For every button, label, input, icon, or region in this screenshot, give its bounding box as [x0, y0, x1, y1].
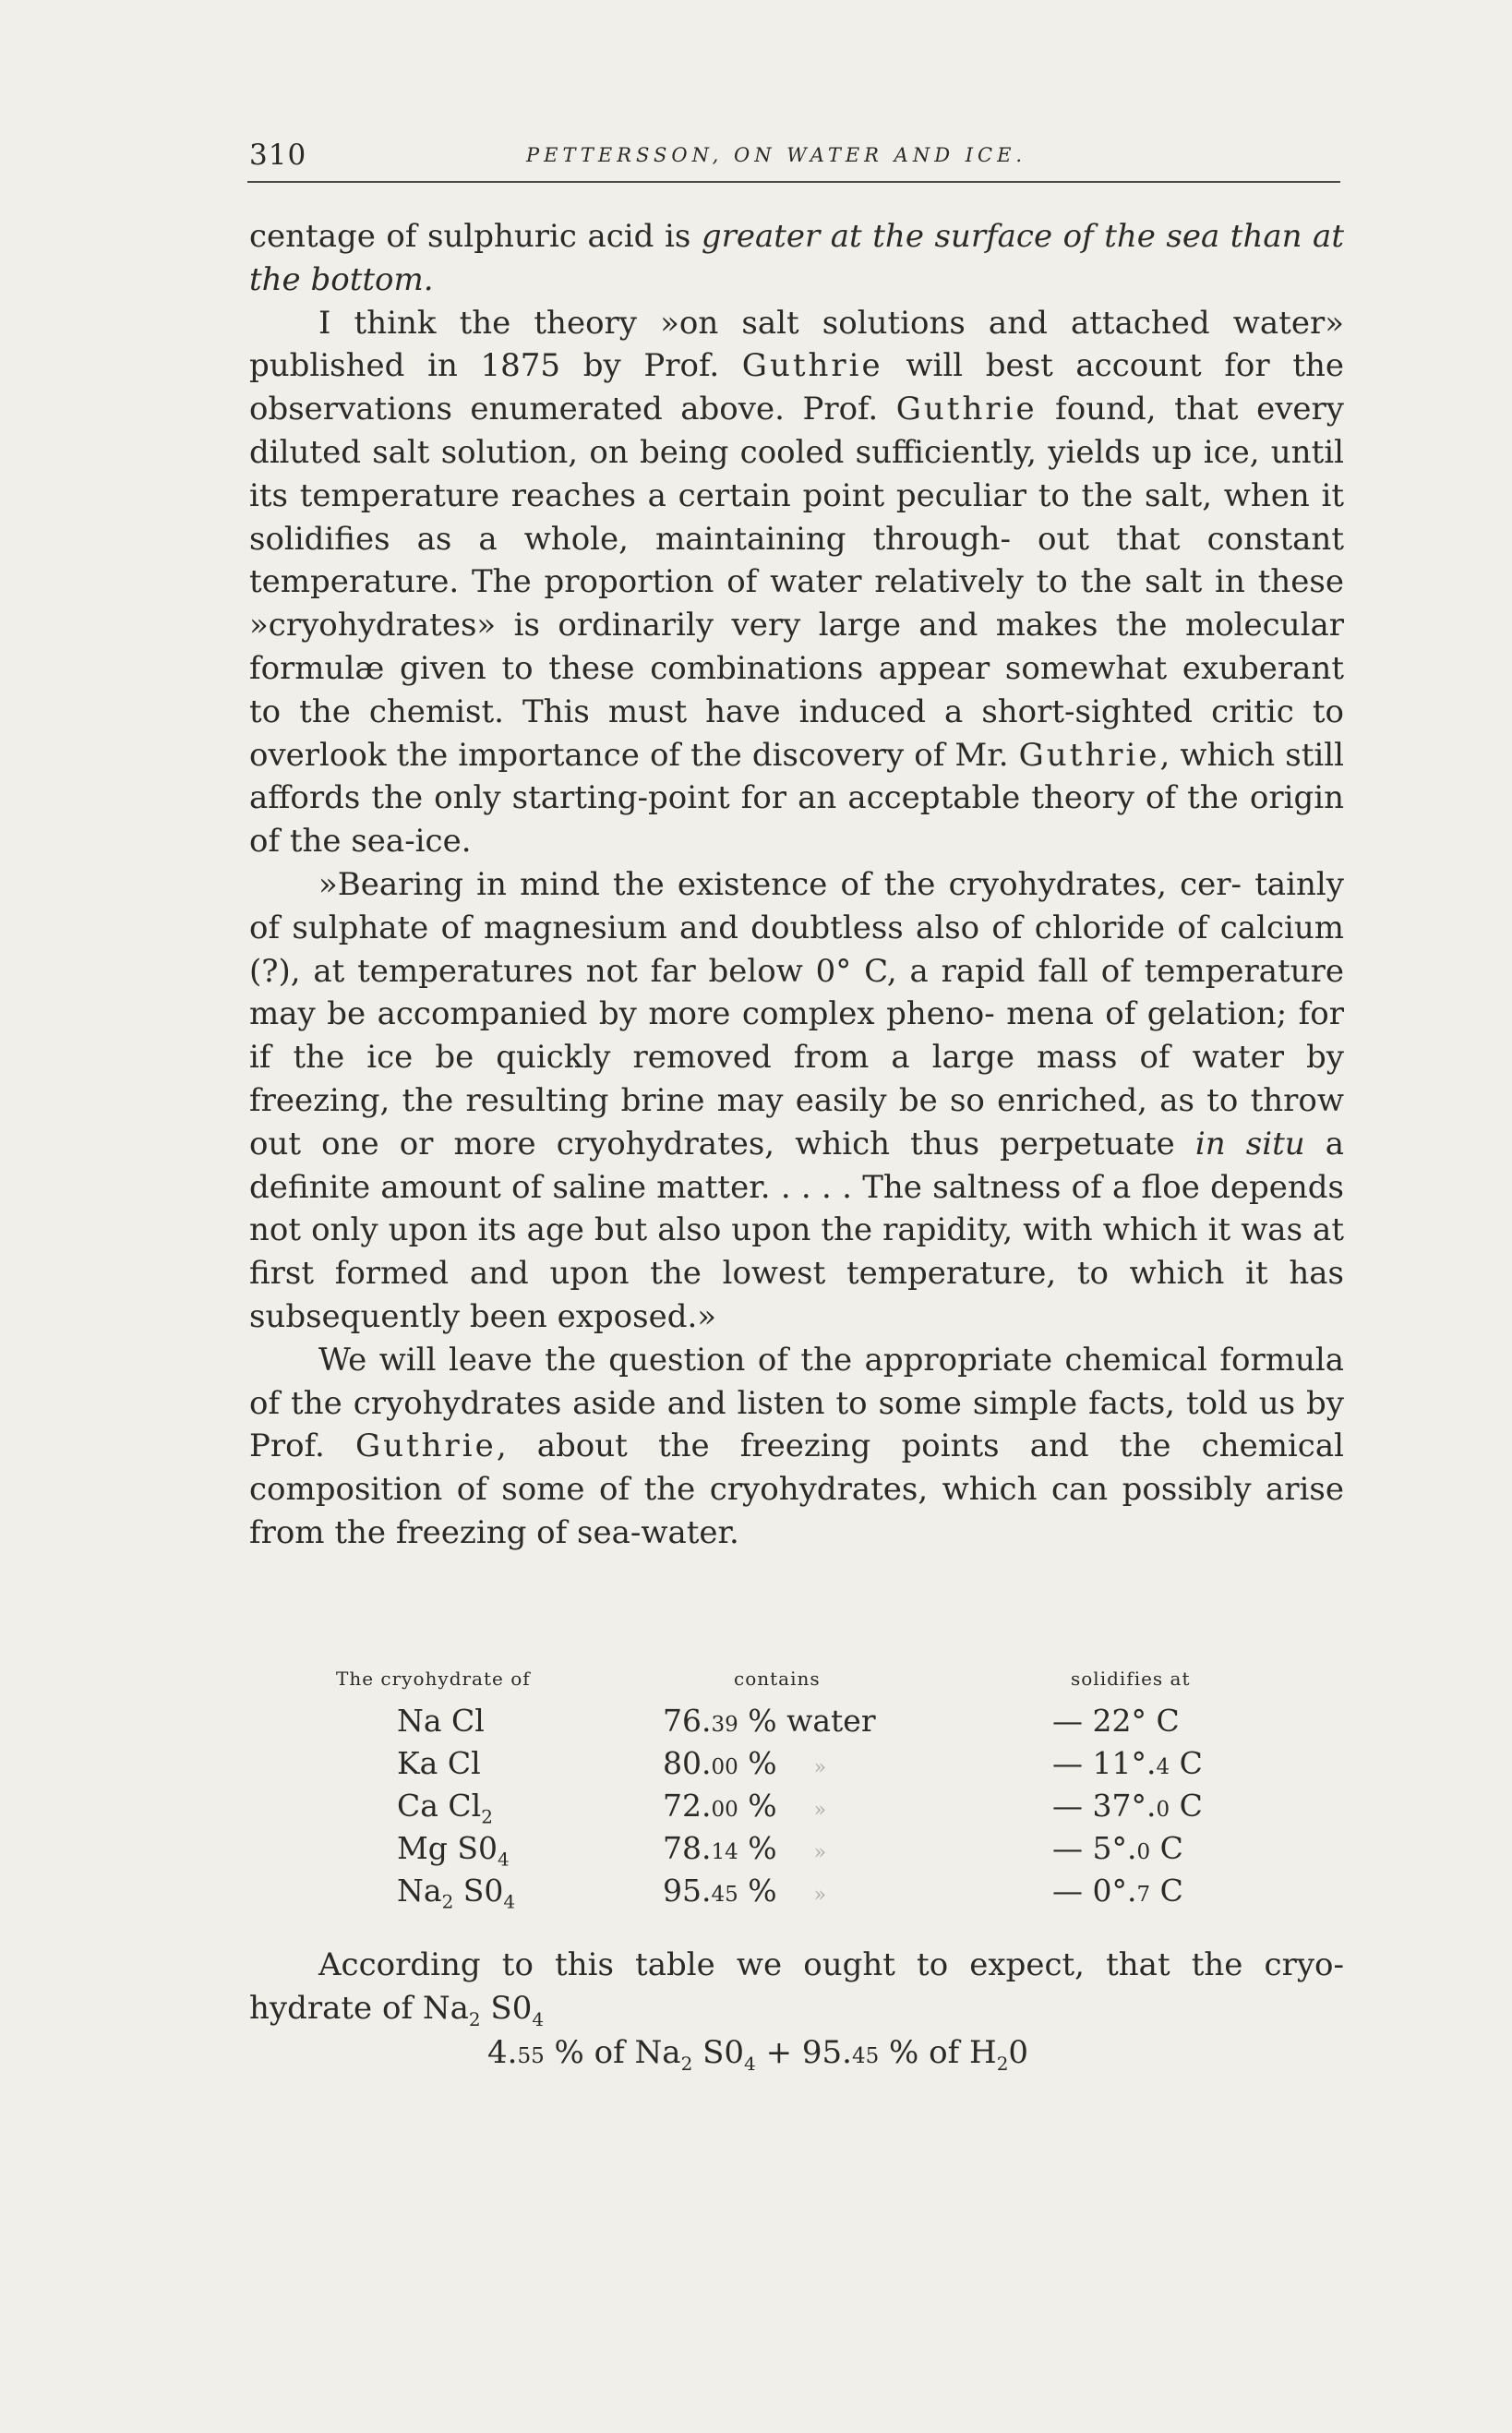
paragraph-3: »Bearing in mind the existence of the cryohydrates, cer- tainly of sulphate of magnesium and doubtless also of chloride of calcium (?), at temperatures not far below 0° C, a rapid fall of temperature may be accompanied by more complex pheno- mena of gelation; for if the ice be quickly removed from a large mass of water by freezing, the resulting brine may easily be so enriched, as to throw out one or more cryohydrates, which thus perpetuate in situ a definite amount of saline matter. . . . . The saltness of a floe depends not only upon its age but also upon the rapidity, with which it was at first formed and upon the lowest temperature, to which it has subsequently been exposed.» [249, 865, 1345, 1335]
table-row: Ka Cl 80.00 % » — 11°.4 C [397, 1745, 1203, 1781]
table-row: Ca $Cl_2$ 72.00 % » — 37°.0 C [397, 1788, 1203, 1828]
paragraph-4: We will leave the question of the appropriate chemical formula of the cryohydrates aside and listen to some simple facts, told us by Prof. Guthrie, about the freezing points and the chemical composition of some of the cryohydrates, which can possibly arise from the freezing of sea-water. [249, 1341, 1344, 1551]
paragraph-1: centage of sulphuric acid is greater at the surface of the sea than at the bottom. [249, 218, 1344, 298]
header-rule [247, 181, 1340, 183]
page-number: 310 [249, 139, 307, 172]
page-header [249, 139, 1338, 175]
table-row: Na Cl 76.39 % water — 22° C [397, 1703, 1180, 1739]
table-header-solidifies: solidifies at [1071, 1668, 1191, 1690]
paragraph-2: I think the theory »on salt solutions and attached water» published in 1875 by Prof. Guthrie will best account for the observations enumerated above. Prof. Guthrie found, that every diluted salt solution, on being cooled sufficiently, yields up ice, until its temperature reaches a certain point peculiar to the salt, when it solidifies as a whole, maintaining through- out that constant temperature. The proportion of water relatively to the salt in these »cryohydrates» is ordinarily very large and makes the molecular formulæ given to these combinations appear somewhat exuberant to the chemist. This must have induced a short-sighted critic to overlook the importance of the discovery of Mr. Guthrie, which still affords the only starting-point for an acceptable theory of the origin of the sea-ice. [249, 304, 1345, 861]
table-header-salt: The cryohydrate of [336, 1668, 531, 1690]
table-row: Mg $S0_4$ 78.14 % » — 5°.0 C [397, 1830, 1183, 1871]
table-header-contains: contains [734, 1668, 821, 1690]
body-text [249, 215, 1344, 1555]
running-title: PETTERSSON, ON WATER AND ICE. [526, 144, 1027, 166]
closing-paragraph: According to this table we ought to expect, that the cryo- hydrate of $Na_2$ $S0_4$ [249, 1946, 1344, 2030]
composition-formula: 4.55 % of $Na_2$ $S0_4 + 95.45$ % of $H_20$ [487, 2034, 1029, 2075]
table-row: $Na_2$ $S0_4$ 95.45 % » — 0°.7 C [397, 1873, 1183, 1913]
